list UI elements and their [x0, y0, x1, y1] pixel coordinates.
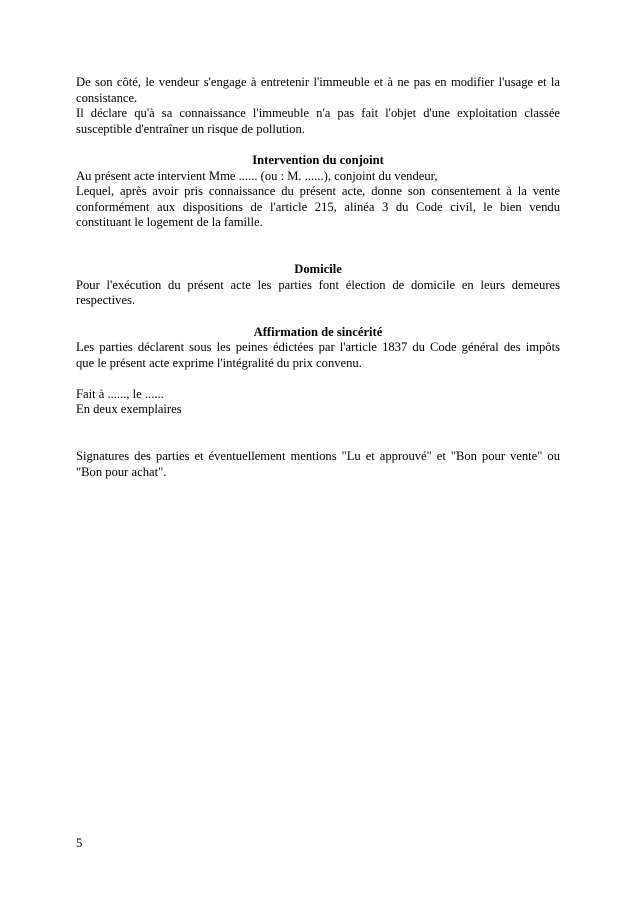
spacer: [76, 231, 560, 262]
text-line: Fait à ......, le ......: [76, 386, 164, 401]
page-number: 5: [76, 836, 83, 850]
place-date-paragraph: [76, 387, 560, 418]
text-line: consistance.: [76, 90, 138, 105]
text-line: Lequel, après avoir pris connaissance du présent acte, donne son consentement à la vente: [76, 184, 560, 199]
text-line: susceptible d'entraîner un risque de pollution.: [76, 121, 305, 136]
signatures-paragraph: [76, 449, 560, 480]
text-line: que le présent acte exprime l'intégralité du prix convenu.: [76, 355, 362, 370]
spacer: [76, 371, 560, 387]
text-line: conformément aux dispositions de l'article 215, alinéa 3 du Code civil, le bien vendu: [76, 199, 560, 214]
spacer: [76, 309, 560, 325]
text-line: "Bon pour achat".: [76, 464, 167, 479]
spacer: [76, 418, 560, 449]
text-line: Pour l'exécution du présent acte les parties font élection de domicile en leurs demeures: [76, 277, 560, 292]
seller-obligations-paragraph: [76, 75, 560, 137]
section-heading-conjoint: Intervention du conjoint: [252, 152, 384, 167]
domicile-paragraph: [76, 278, 560, 309]
text-line: Les parties déclarent sous les peines édictées par l'article 1837 du Code général des impôts: [76, 340, 560, 355]
text-line: Au présent acte intervient Mme ...... (ou : M. ......), conjoint du vendeur,: [76, 168, 438, 183]
text-line: Signatures des parties et éventuellement mentions "Lu et approuvé" et "Bon pour vente" ou: [76, 449, 560, 464]
sincerite-paragraph: [76, 340, 560, 371]
document-page: [76, 75, 560, 480]
spacer: [76, 137, 560, 153]
conjoint-paragraph: [76, 169, 560, 231]
section-heading-sincerite: Affirmation de sincérité: [253, 324, 383, 339]
text-line: Il déclare qu'à sa connaissance l'immeuble n'a pas fait l'objet d'une exploitation classée: [76, 106, 560, 121]
section-heading-domicile: Domicile: [294, 262, 342, 277]
text-line: constituant le logement de la famille.: [76, 215, 263, 230]
text-line: respectives.: [76, 293, 136, 308]
text-line: En deux exemplaires: [76, 402, 182, 417]
text-line: De son côté, le vendeur s'engage à entretenir l'immeuble et à ne pas en modifier l'usage et la: [76, 75, 560, 89]
